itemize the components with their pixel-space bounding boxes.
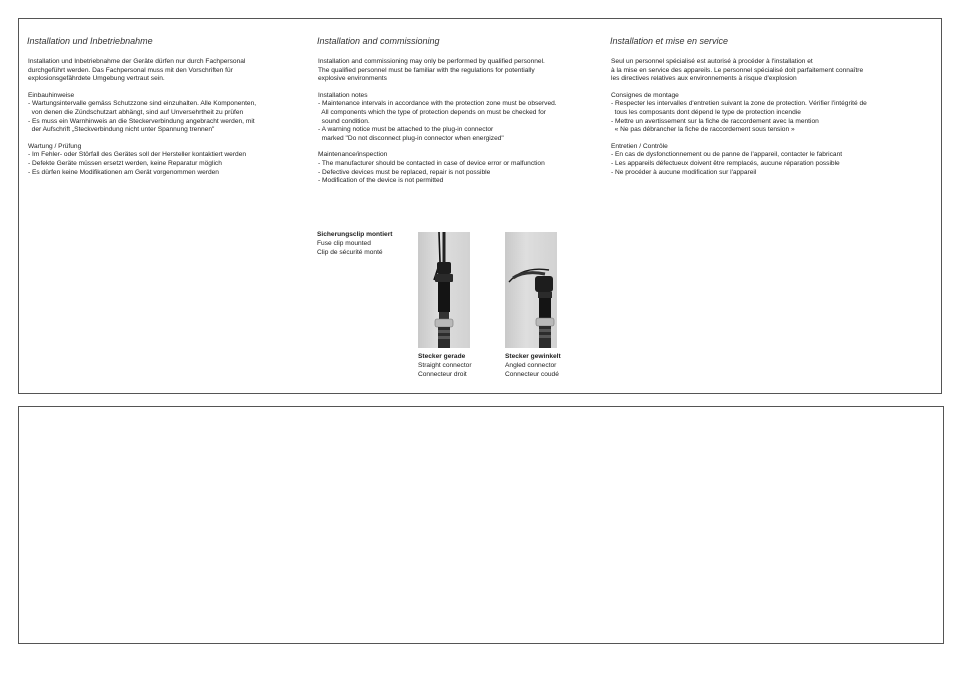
straight-connector-photo: [418, 232, 470, 348]
straight-connector-caption: [418, 353, 472, 379]
intro-line: Installation und Inbetriebnahme der Geräte dürfen nur durch Fachpersonal: [28, 58, 246, 65]
list-item: - Maintenance intervals in accordance with the protection zone must be observed.: [318, 100, 557, 108]
intro-line: durchgeführt werden. Das Fachpersonal muss mit den Vorschriften für: [28, 66, 233, 74]
straight-en: Straight connector: [418, 361, 472, 369]
straight-fr: Connecteur droit: [418, 370, 467, 378]
intro-line: explosionsgefährdete Umgebung vertraut sein.: [28, 75, 165, 83]
straight-title: Stecker gerade: [418, 353, 466, 360]
install-list-french: [610, 100, 928, 134]
list-item: - Ne procéder à aucune modification sur l'appareil: [611, 168, 757, 176]
install-title-french: Consignes de montage: [611, 91, 679, 99]
list-item: « Ne pas débrancher la fiche de raccordement sous tension »: [611, 126, 795, 134]
fuse-clip-title: Sicherungsclip montiert: [317, 231, 393, 238]
angled-connector-image: [505, 232, 557, 348]
list-item: - Respecter les intervalles d'entretien suivant la zone de protection. Vérifier l'intégrité de: [611, 100, 867, 108]
maint-title-german: Wartung / Prüfung: [28, 142, 82, 150]
intro-line: The qualified personnel must be familiar with the regulations for potentially: [318, 66, 535, 74]
list-item: marked "Do not disconnect plug-in connector when energized": [318, 134, 504, 142]
angled-fr: Connecteur coudé: [505, 370, 559, 378]
list-item: - Wartungsintervalle gemäss Schutzzone sind einzuhalten. Alle Komponenten,: [28, 100, 257, 108]
intro-line: explosive environments: [318, 75, 387, 83]
straight-connector-image: [418, 232, 470, 348]
list-item: der Aufschrift „Steckverbindung nicht unter Spannung trennen": [28, 126, 215, 134]
angled-connector-photo: [505, 232, 557, 348]
intro-french: [611, 58, 928, 84]
list-item: - A warning notice must be attached to the plug-in connector: [318, 126, 494, 134]
list-item: sound condition.: [318, 117, 370, 125]
fuse-clip-fr: Clip de sécurité monté: [317, 248, 383, 256]
fuse-clip-caption: [317, 231, 392, 257]
intro-english: [318, 58, 609, 84]
intro-line: les directives relatives aux environnements à risque d'explosion: [611, 75, 797, 83]
list-item: - Es muss ein Warnhinweis an die Steckerverbindung angebracht werden, mit: [28, 117, 255, 125]
heading-french: Installation et mise en service: [610, 36, 729, 46]
column-english: [317, 19, 609, 194]
list-item: - Es dürfen keine Modifikationen am Gerät vorgenommen werden: [28, 168, 219, 176]
list-item: von denen die Zündschutzart abhängt, sind auf Unversehrtheit zu prüfen: [28, 108, 244, 116]
maint-title-english: Maintenance/inspection: [318, 151, 388, 159]
intro-line: Seul un personnel spécialisé est autorisé à procéder à l'installation et: [611, 58, 813, 65]
angled-connector-caption: [505, 353, 561, 379]
maint-list-english: [317, 160, 609, 186]
intro-line: à la mise en service des appareils. Le personnel spécialisé doit parfaitement connaître: [611, 66, 864, 74]
angled-title: Stecker gewinkelt: [505, 353, 561, 360]
install-list-english: [317, 100, 609, 143]
fuse-clip-en: Fuse clip mounted: [317, 239, 371, 247]
intro-german: [28, 58, 312, 84]
list-item: - En cas de dysfonctionnement ou de panne de l'appareil, contacter le fabricant: [611, 151, 843, 159]
list-item: - Mettre un avertissement sur la fiche de raccordement avec la mention: [611, 117, 819, 125]
heading-english: Installation and commissioning: [317, 36, 440, 46]
install-list-german: [27, 100, 312, 134]
install-title-german: Einbauhinweise: [28, 91, 75, 99]
column-german: [27, 19, 312, 185]
instructions-panel: [18, 18, 942, 394]
intro-line: Installation and commissioning may only be performed by qualified personnel.: [318, 58, 545, 65]
angled-en: Angled connector: [505, 361, 557, 369]
column-french: [610, 19, 928, 185]
list-item: - The manufacturer should be contacted in case of device error or malfunction: [318, 159, 545, 167]
maint-list-french: [610, 151, 928, 177]
maint-title-french: Entretien / Contrôle: [611, 142, 668, 150]
empty-panel: [18, 406, 944, 644]
install-title-english: Installation notes: [318, 91, 368, 99]
maint-list-german: [27, 151, 312, 177]
list-item: All components which the type of protection depends on must be checked for: [318, 108, 546, 116]
list-item: - Defective devices must be replaced, repair is not possible: [318, 168, 491, 176]
list-item: - Modification of the device is not permitted: [318, 177, 444, 185]
list-item: tous les composants dont dépend le type de protection incendie: [611, 108, 801, 116]
heading-german: Installation und Inbetriebnahme: [27, 36, 153, 46]
list-item: - Defekte Geräte müssen ersetzt werden, keine Reparatur möglich: [28, 159, 222, 167]
list-item: - Im Fehler- oder Störfall des Gerätes soll der Hersteller kontaktiert werden: [28, 151, 247, 159]
list-item: - Les appareils défectueux doivent être remplacés, aucune réparation possible: [611, 159, 840, 167]
